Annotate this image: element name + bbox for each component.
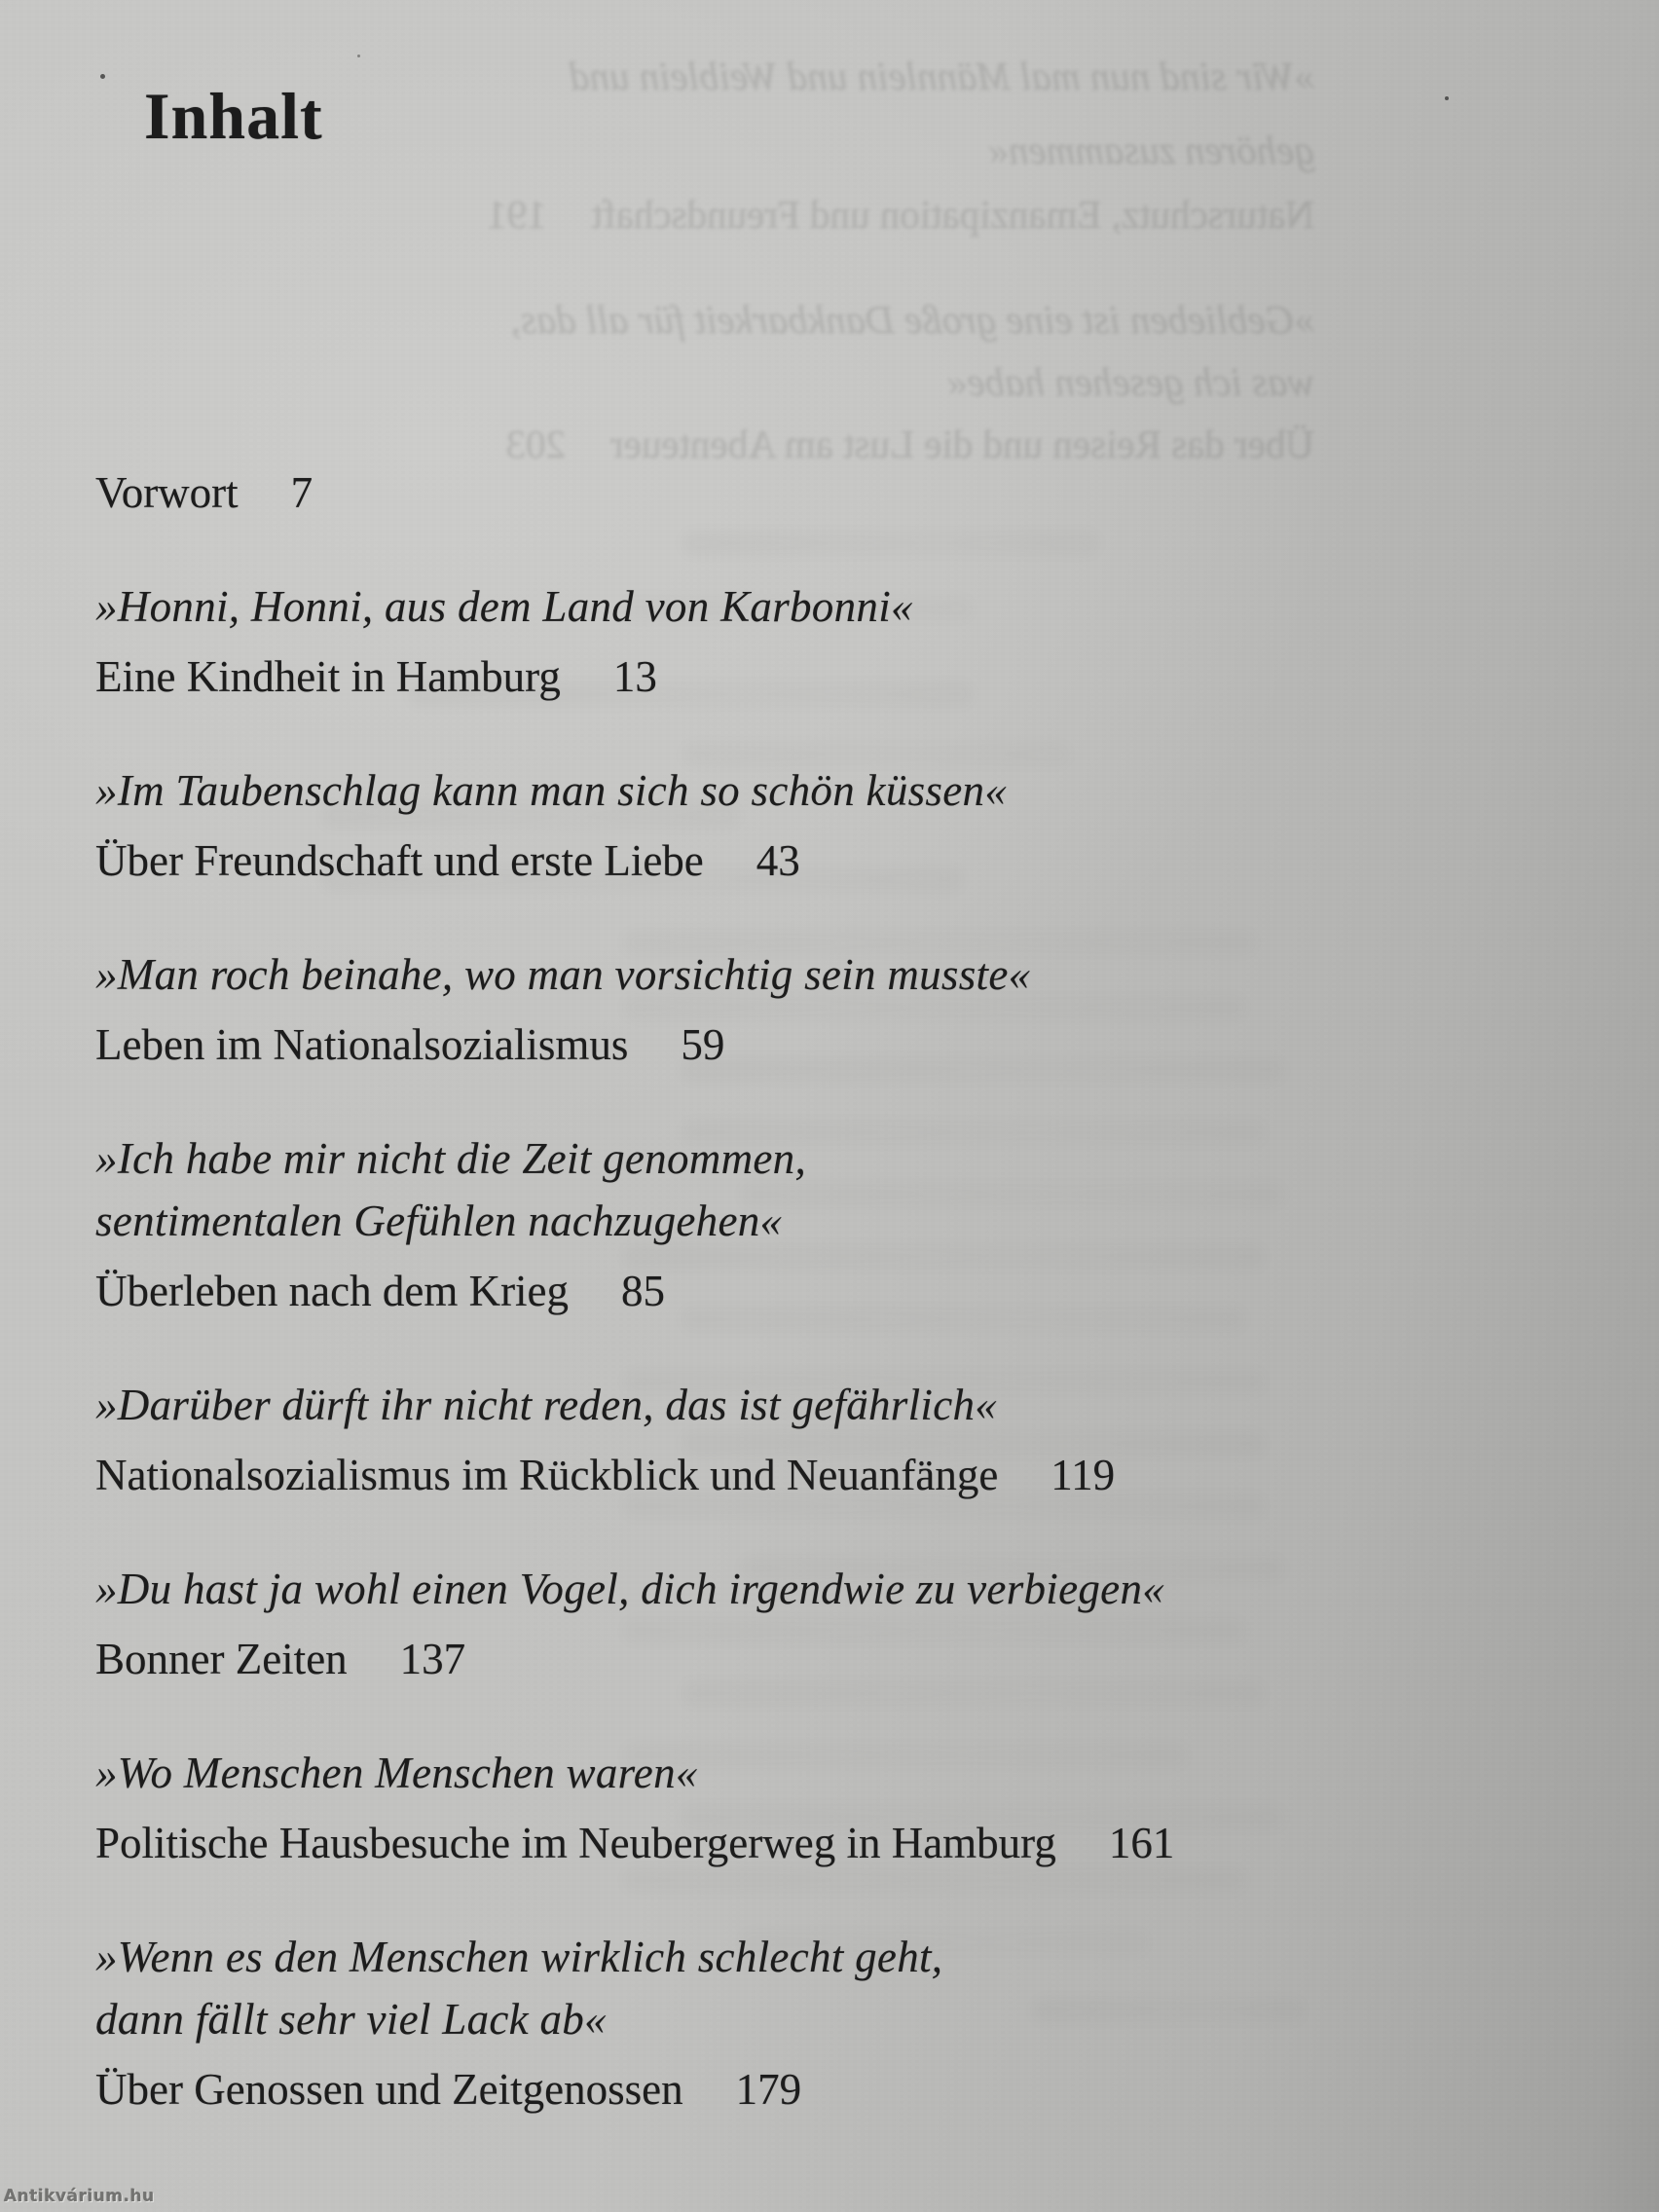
toc-entry-title: Leben im Nationalsozialismus	[95, 1020, 629, 1069]
bleedthrough-line-text: »Wir sind nun mal Männlein und Weiblein und	[570, 54, 1314, 98]
bleedthrough-line	[570, 49, 1314, 103]
dust-speck	[100, 74, 105, 79]
toc-entry-page-number: 137	[399, 1635, 466, 1683]
toc-entry-title: Eine Kindheit in Hamburg	[95, 652, 561, 701]
toc-entry-quote-line: »Im Taubenschlag kann man sich so schön küssen«	[95, 766, 1008, 815]
toc-entry	[95, 1127, 1517, 1322]
bleedthrough-line-text: Über das Reisen und die Lust am Abenteuer	[609, 422, 1314, 466]
bleedthrough-line	[511, 292, 1314, 347]
toc-entry-title-row	[95, 1628, 1517, 1690]
toc-entry-page-number: 179	[735, 2065, 802, 2114]
toc-entry-page-number: 161	[1108, 1819, 1175, 1867]
toc-entry-title-row	[95, 1812, 1517, 1874]
dust-speck	[357, 55, 360, 57]
toc-entry-page-number: 13	[612, 652, 657, 701]
bleedthrough-page-number: 203	[505, 422, 566, 466]
toc-entry-quote-line: dann fällt sehr viel Lack ab«	[95, 1995, 607, 2044]
toc-entry-title-row	[95, 830, 1517, 892]
toc-entry-page-number: 119	[1051, 1451, 1116, 1499]
bleedthrough-line-text: gehören zusammen«	[988, 128, 1314, 172]
toc-entries	[95, 575, 1517, 2120]
bleedthrough-line	[989, 123, 1314, 177]
toc-entry-title-row	[95, 1014, 1517, 1076]
toc-entry-quote-line: »Ich habe mir nicht die Zeit genommen,	[95, 1134, 806, 1183]
bleedthrough-page-number: 191	[487, 192, 547, 237]
toc-preface-row	[95, 461, 1517, 524]
toc-entry	[95, 943, 1517, 1076]
toc-entry-quote-line: »Darüber dürft ihr nicht reden, das ist gefährlich«	[95, 1381, 998, 1429]
toc-entry-title: Über Genossen und Zeitgenossen	[95, 2065, 683, 2114]
dust-speck	[1445, 96, 1449, 100]
toc-entry-title-row	[95, 645, 1517, 708]
toc-entry-quote-line: »Wenn es den Menschen wirklich schlecht geht,	[95, 1933, 943, 1981]
bleedthrough-line-text: Naturschutz, Emanzipation und Freundschaft	[591, 192, 1314, 237]
toc-entry	[95, 1926, 1517, 2120]
table-of-contents	[95, 461, 1517, 2120]
bleedthrough-line-text: was ich gesehen habe«	[947, 359, 1314, 404]
toc-entry	[95, 759, 1517, 892]
toc-preface-label: Vorwort	[95, 468, 239, 517]
toc-entry-title: Bonner Zeiten	[95, 1635, 348, 1683]
toc-entry	[95, 1558, 1517, 1690]
toc-entry-quote-line: »Du hast ja wohl einen Vogel, dich irgendwie zu verbiegen«	[95, 1565, 1165, 1613]
toc-entry-quote-line: »Honni, Honni, aus dem Land von Karbonni«	[95, 582, 913, 631]
toc-entry	[95, 1742, 1517, 1874]
toc-entry-title: Überleben nach dem Krieg	[95, 1267, 570, 1315]
toc-entry-title-row	[95, 1260, 1517, 1322]
toc-entry-page-number: 43	[756, 836, 800, 885]
toc-entry-title-row	[95, 2058, 1517, 2120]
toc-entry-quote-line: sentimentalen Gefühlen nachzugehen«	[95, 1197, 783, 1245]
toc-entry	[95, 575, 1517, 708]
bleedthrough-line-text: »Geblieben ist eine große Dankbarkeit für all das,	[510, 297, 1314, 342]
toc-entry-title-row	[95, 1444, 1517, 1506]
toc-entry-page-number: 85	[621, 1267, 666, 1315]
toc-entry-title: Politische Hausbesuche im Neubergerweg in Hamburg	[95, 1819, 1056, 1867]
bleedthrough-line	[487, 187, 1314, 241]
antikvarium-watermark: Antikvárium.hu	[4, 2187, 155, 2206]
toc-entry-title: Nationalsozialismus im Rückblick und Neuanfänge	[95, 1451, 999, 1499]
toc-entry-page-number: 59	[681, 1020, 725, 1069]
toc-entry-title: Über Freundschaft und erste Liebe	[95, 836, 704, 885]
bleedthrough-line	[947, 354, 1314, 409]
toc-preface-page-number: 7	[290, 468, 313, 517]
toc-entry-quote-line: »Wo Menschen Menschen waren«	[95, 1749, 698, 1797]
toc-entry	[95, 1374, 1517, 1506]
page-title: Inhalt	[144, 78, 323, 153]
toc-entry-quote-line: »Man roch beinahe, wo man vorsichtig sein musste«	[95, 950, 1031, 999]
